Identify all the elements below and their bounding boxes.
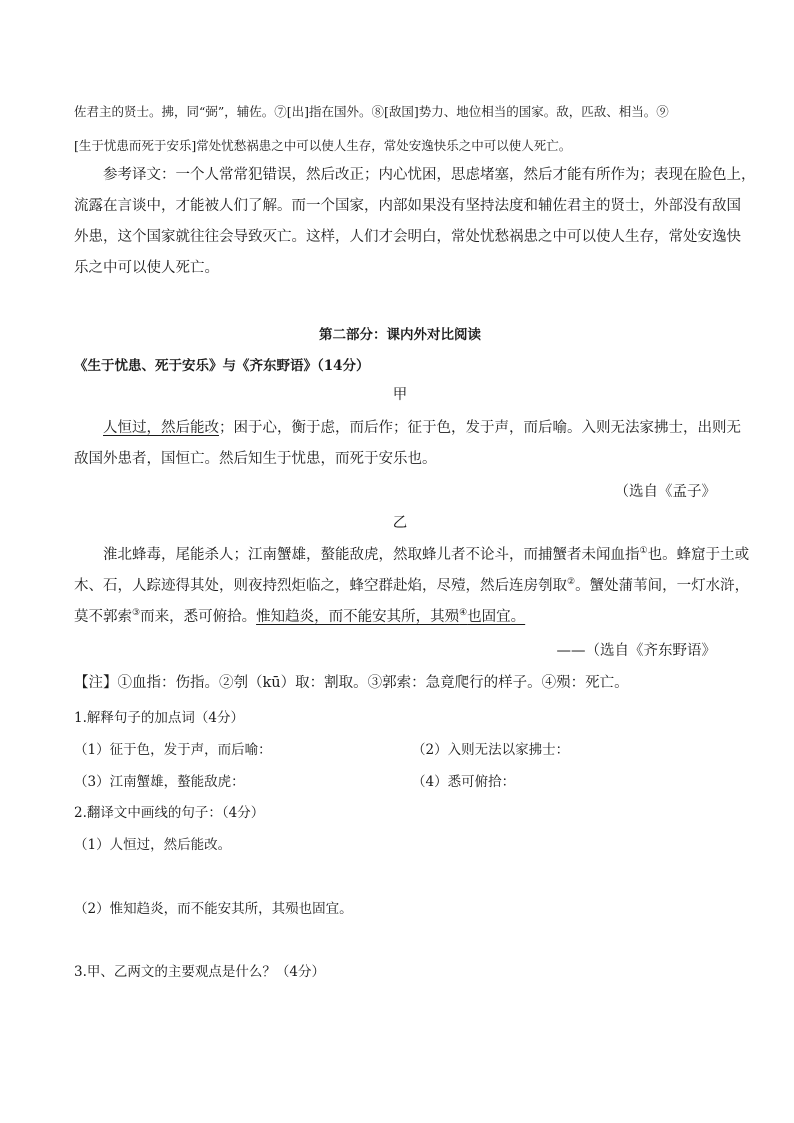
notes-line: [生于忧患而死于安乐]常处忧愁祸患之中可以使人生存，常处安逸快乐之中可以使人死亡。 — [74, 138, 572, 153]
passage-text: 淮北蜂毒，尾能杀人；江南蟹雄，螯能敌虎，然取蜂儿者不论斗，而捕蟹者未闻血指 — [103, 547, 640, 563]
notes-line: 佐君主的贤士。拂，同“弼”，辅佐。⑦[出]指在国外。⑧[敌国]势力、地位相当的国家。敌，匹敌、相当。⑨ — [74, 104, 669, 119]
question-1-title: 1.解释句子的加点词（4分） — [74, 710, 244, 726]
translation-line: 参考译文：一个人常常犯错误，然后改正；内心忧困，思虑堵塞，然后才能有所作为；表现在脸色上， — [103, 167, 756, 183]
translation-line: 乐之中可以使人死亡。 — [74, 260, 219, 276]
footnote-mark: ① — [639, 546, 648, 557]
passage-text: 。蟹处蒲苇间，一灯水浒， — [575, 578, 750, 594]
footnote-mark: ③ — [132, 608, 141, 619]
passage-text: 而来，悉可俯拾。 — [140, 609, 257, 625]
passage-line: 敌国外患者，国恒亡。然后知生于忧患，而死于安乐也。 — [74, 451, 437, 467]
passage-jia — [74, 413, 741, 475]
question-1-item: （2）入则无法以家拂士： — [412, 742, 570, 758]
passage-text: 木、石，人踪迹得其处，则夜持烈炬临之，蜂空群赴焰，尽殪，然后连房刳取 — [74, 578, 567, 594]
question-2-item: （1）人恒过，然后能改。 — [74, 837, 232, 853]
question-3-title: 3.甲、乙两文的主要观点是什么？（4分） — [74, 964, 325, 980]
passage-yi — [74, 540, 750, 633]
notes-block — [74, 95, 726, 163]
underlined-sentence: 人恒过，然后能改 — [103, 420, 219, 436]
question-2-title: 2.翻译文中画线的句子：（4分） — [74, 805, 265, 821]
passage-line — [74, 413, 741, 444]
passage-text: 也。蜂窟于土或 — [647, 547, 750, 563]
passage-text: 莫不郭索 — [74, 609, 132, 625]
passage-line — [74, 602, 726, 633]
footnote-mark: ② — [567, 577, 576, 588]
passage-line — [74, 571, 750, 602]
passage-jia-label: 甲 — [392, 387, 408, 403]
translation-line: 外患，这个国家就往往会导致灭亡。这样，人们才会明白，常处忧愁祸患之中可以使人生存，常处安逸快 — [74, 229, 741, 245]
passage-text: 惟知趋炎，而不能安其所，其殒 — [256, 609, 460, 625]
section-heading: 第二部分：课内外对比阅读 — [319, 327, 481, 343]
underlined-sentence — [256, 609, 525, 625]
reference-translation — [74, 160, 756, 284]
section-subtitle: 《生于忧患、死于安乐》与《齐东野语》（14分） — [74, 358, 370, 374]
passage-text: 也固宜。 — [467, 609, 526, 625]
passage-text: ；困于心，衡于虑，而后作；征于色，发于声，而后喻。入则无法家拂士，出则无 — [219, 420, 741, 436]
question-2-item: （2）惟知趋炎，而不能安其所，其殒也固宜。 — [74, 901, 353, 917]
passage-yi-label: 乙 — [392, 515, 408, 531]
annotation-note: 【注】①血指：伤指。②刳（kū）取：割取。③郭索：急竟爬行的样子。④殒：死亡。 — [74, 675, 629, 691]
footnote-mark: ④ — [459, 608, 468, 619]
question-1-item: （4）悉可俯拾： — [412, 774, 516, 790]
translation-line: 流露在言谈中，才能被人们了解。而一个国家，内部如果没有坚持法度和辅佐君主的贤士，外部没有敌国 — [74, 198, 741, 214]
passage-jia-source: （选自《孟子》 — [614, 484, 716, 500]
passage-yi-source: ——（选自《齐东野语》 — [556, 643, 716, 659]
question-1-item: （1）征于色，发于声，而后喻： — [74, 742, 272, 758]
passage-line — [74, 540, 750, 571]
question-1-item: （3）江南蟹雄，螯能敌虎： — [74, 774, 245, 790]
